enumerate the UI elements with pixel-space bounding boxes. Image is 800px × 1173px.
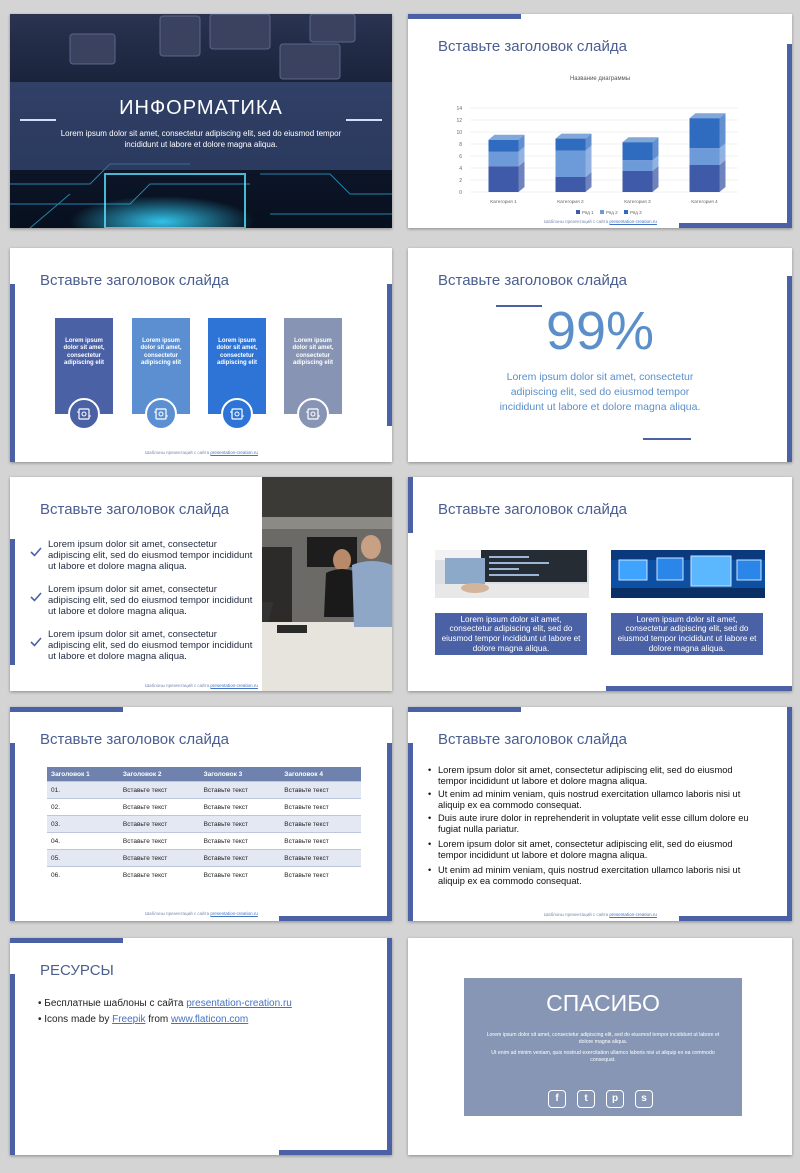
chip-icon bbox=[68, 398, 100, 430]
y-tick-label: 8 bbox=[459, 142, 462, 148]
thanks-box bbox=[464, 978, 742, 1116]
table-cell: Вставьте текст bbox=[200, 867, 281, 884]
table-row bbox=[47, 782, 361, 799]
office-people-photo bbox=[262, 477, 392, 691]
slide-footer: Шаблоны презентаций с сайта presentation-creation.ru bbox=[145, 683, 258, 688]
table-cell: Вставьте текст bbox=[119, 782, 200, 799]
thanks-title: СПАСИБО bbox=[546, 990, 660, 1016]
table-cell: Вставьте текст bbox=[280, 833, 361, 850]
slide-footer: Шаблоны презентаций с сайта presentation-creation.ru bbox=[544, 912, 657, 917]
bullet-item bbox=[428, 813, 760, 834]
table-cell: Вставьте текст bbox=[280, 782, 361, 799]
accent-bar-left bbox=[10, 539, 15, 665]
slide-title: Вставьте заголовок слайда bbox=[40, 272, 229, 289]
card-text: Lorem ipsum dolor sit amet, consectetur adipiscing elit bbox=[292, 338, 334, 366]
bullet-dot-icon: • bbox=[428, 839, 432, 849]
accent-bar-left bbox=[408, 477, 413, 533]
bar-top bbox=[556, 134, 592, 139]
y-tick-label: 14 bbox=[456, 106, 462, 112]
bullet-dot-icon: • bbox=[428, 865, 432, 875]
table-cell: Вставьте текст bbox=[280, 799, 361, 816]
table-header-row bbox=[47, 767, 361, 782]
table-header-cell: Заголовок 1 bbox=[47, 767, 119, 782]
circuit-board-icon bbox=[145, 398, 177, 430]
bullet-item bbox=[428, 839, 760, 860]
big-percentage: 99% bbox=[545, 301, 655, 361]
table-row bbox=[47, 799, 361, 816]
card-text: Lorem ipsum dolor sit amet, consectetur adipiscing elit bbox=[140, 338, 182, 366]
bullet-text: Lorem ipsum dolor sit amet, consectetur adipiscing elit, sed do eiusmod tempor incididunt ut labore et dolore magna aliqua. bbox=[438, 765, 733, 786]
caption-box-right: Lorem ipsum dolor sit amet, consectetur adipiscing elit, sed do eiusmod tempor incididunt ut labore et dolore magna aliqua. bbox=[611, 613, 763, 655]
presentation-title: ИНФОРМАТИКА bbox=[119, 97, 283, 119]
freepik-link[interactable]: Freepik bbox=[112, 1014, 146, 1025]
thanks-paragraph-2: Ut enim ad minim veniam, quis nostrud exercitation ullamco laboris nisi ut aliquip ex ea commodo consequat. bbox=[491, 1050, 715, 1063]
accent-bar-right bbox=[787, 707, 792, 921]
table-cell: Вставьте текст bbox=[200, 816, 281, 833]
table-cell: Вставьте текст bbox=[119, 850, 200, 867]
slide-title: Вставьте заголовок слайда bbox=[438, 272, 627, 289]
checklist-text: Lorem ipsum dolor sit amet, consectetur adipiscing elit, sed do eiusmod tempor incididunt ut labore et dolore magna aliqua. bbox=[48, 629, 253, 662]
x-tick-label: Категория 3 bbox=[624, 200, 651, 205]
bar-segment bbox=[489, 152, 519, 166]
bullet-text: Ut enim ad minim veniam, quis nostrud exercitation ullamco laboris nisi ut aliquip ex ea commodo consequat. bbox=[438, 865, 741, 886]
accent-bar-top bbox=[408, 14, 521, 19]
accent-bar-left bbox=[10, 743, 15, 921]
accent-bar-bottom bbox=[606, 686, 792, 691]
bullet-item bbox=[428, 765, 760, 786]
bar-segment bbox=[556, 139, 586, 151]
slide-9-resources[interactable] bbox=[10, 938, 392, 1155]
bullet-dot-icon: • bbox=[428, 789, 432, 799]
x-tick-label: Категория 2 bbox=[557, 200, 584, 205]
legend-swatch bbox=[600, 210, 604, 214]
table-cell: 02. bbox=[47, 799, 119, 816]
slide-title: Вставьте заголовок слайда bbox=[438, 501, 627, 518]
accent-bar-bottom bbox=[679, 223, 792, 228]
bar-segment bbox=[690, 165, 720, 192]
accent-bar-bottom bbox=[679, 916, 792, 921]
accent-bar-left bbox=[10, 284, 15, 462]
checkmark-icon bbox=[30, 547, 42, 557]
accent-bar-left bbox=[408, 743, 413, 921]
table-row bbox=[47, 850, 361, 867]
slide-10-thanks[interactable] bbox=[408, 938, 792, 1155]
accent-bar-bottom bbox=[279, 916, 392, 921]
table-cell: 05. bbox=[47, 850, 119, 867]
pinterest-icon[interactable]: p bbox=[606, 1090, 624, 1108]
accent-bar-top bbox=[10, 938, 123, 943]
accent-bar-right bbox=[387, 938, 392, 1155]
table-cell: Вставьте текст bbox=[200, 799, 281, 816]
table-cell: 06. bbox=[47, 867, 119, 884]
globe-hand-icon bbox=[297, 398, 329, 430]
x-tick-label: Категория 1 bbox=[490, 200, 517, 205]
bar-segment bbox=[623, 171, 653, 192]
resource-item-templates: • Бесплатные шаблоны с сайта presentation-creation.ru bbox=[38, 998, 292, 1009]
y-tick-label: 6 bbox=[459, 154, 462, 160]
bullet-text: Lorem ipsum dolor sit amet, consectetur adipiscing elit, sed do eiusmod tempor incididunt ut labore et dolore magna aliqua. bbox=[438, 839, 733, 860]
table-cell: Вставьте текст bbox=[119, 816, 200, 833]
table-row bbox=[47, 833, 361, 850]
monitor-gear-icon bbox=[221, 398, 253, 430]
table-cell: Вставьте текст bbox=[280, 850, 361, 867]
table-cell: Вставьте текст bbox=[200, 782, 281, 799]
accent-bar-right bbox=[387, 284, 392, 426]
bullet-text: Duis aute irure dolor in reprehenderit in voluptate velit esse cillum dolore eu fugiat nulla pariatur. bbox=[438, 813, 749, 834]
table-cell: Вставьте текст bbox=[200, 850, 281, 867]
y-tick-label: 10 bbox=[456, 130, 462, 136]
accent-bar-top bbox=[10, 707, 123, 712]
slide-3-cards[interactable] bbox=[10, 248, 392, 462]
slide-footer: Шаблоны презентаций с сайта presentation-creation.ru bbox=[544, 219, 657, 224]
accent-bar-top bbox=[408, 707, 521, 712]
thanks-paragraph-1: Lorem ipsum dolor sit amet, consectetur adipiscing elit, sed do eiusmod tempor incididunt ut labore et dolore magna aliqua. bbox=[486, 1032, 720, 1045]
checklist-text: Lorem ipsum dolor sit amet, consectetur adipiscing elit, sed do eiusmod tempor incididunt ut labore et dolore magna aliqua. bbox=[48, 539, 253, 572]
bullet-dot-icon: • bbox=[428, 813, 432, 823]
y-tick-label: 12 bbox=[456, 118, 462, 124]
y-tick-label: 2 bbox=[459, 178, 462, 184]
legend-label: Ряд 2 bbox=[606, 210, 618, 215]
slide-7-table[interactable] bbox=[10, 707, 392, 921]
checkmark-icon bbox=[30, 592, 42, 602]
card-text: Lorem ipsum dolor sit amet, consectetur adipiscing elit bbox=[216, 338, 258, 366]
legend-swatch bbox=[624, 210, 628, 214]
legend-swatch bbox=[576, 210, 580, 214]
slide-title: РЕСУРСЫ bbox=[40, 962, 114, 979]
slide-8-bullets[interactable] bbox=[408, 707, 792, 921]
slide-footer: Шаблоны презентаций с сайта presentation-creation.ru bbox=[145, 911, 258, 916]
percentage-description: Lorem ipsum dolor sit amet, consectetur adipiscing elit, sed do eiusmod tempor incididunt ut labore et dolore magna aliqua. bbox=[499, 371, 701, 413]
caption-box-left: Lorem ipsum dolor sit amet, consectetur adipiscing elit, sed do eiusmod tempor incididunt ut labore et dolore magna aliqua. bbox=[435, 613, 587, 655]
bar-segment bbox=[489, 140, 519, 152]
accent-bar-right bbox=[387, 743, 392, 917]
legend-label: Ряд 3 bbox=[630, 210, 642, 215]
presentation-subtitle: Lorem ipsum dolor sit amet, consectetur adipiscing elit, sed do eiusmod tempor incididunt ut labore et dolore magna aliqua. bbox=[60, 129, 342, 149]
bullet-text: Ut enim ad minim veniam, quis nostrud exercitation ullamco laboris nisi ut aliquip ex ea commodo consequat. bbox=[438, 789, 741, 810]
table-header-cell: Заголовок 2 bbox=[119, 767, 200, 782]
bar-top bbox=[623, 137, 659, 142]
twitter-icon[interactable]: t bbox=[577, 1090, 595, 1108]
bar-top bbox=[489, 135, 525, 140]
table-row bbox=[47, 867, 361, 884]
bar-segment bbox=[623, 142, 653, 160]
slide-2-chart[interactable] bbox=[408, 14, 792, 228]
table-cell: 03. bbox=[47, 816, 119, 833]
table-header-cell: Заголовок 3 bbox=[200, 767, 281, 782]
slide-1-title[interactable] bbox=[10, 14, 392, 228]
checklist-text: Lorem ipsum dolor sit amet, consectetur adipiscing elit, sed do eiusmod tempor incididunt ut labore et dolore magna aliqua. bbox=[48, 584, 253, 617]
bar-top bbox=[690, 113, 726, 118]
y-tick-label: 4 bbox=[459, 166, 462, 172]
bar-segment bbox=[690, 148, 720, 165]
bar-segment-side bbox=[720, 113, 726, 148]
table-cell: Вставьте текст bbox=[119, 833, 200, 850]
bar-segment-side bbox=[586, 146, 592, 177]
accent-bar-bottom bbox=[279, 1150, 392, 1155]
chart-title: Название диаграммы bbox=[569, 76, 631, 82]
slide-title: Вставьте заголовок слайда bbox=[438, 38, 627, 55]
flaticon-link[interactable]: www.flaticon.com bbox=[171, 1014, 249, 1025]
slide-title: Вставьте заголовок слайда bbox=[40, 731, 229, 748]
y-tick-label: 0 bbox=[459, 190, 462, 196]
accent-bar-left bbox=[10, 974, 15, 1155]
table-cell: Вставьте текст bbox=[280, 867, 361, 884]
bullet-dot-icon: • bbox=[428, 765, 432, 775]
presentation-creation-link[interactable]: presentation-creation.ru bbox=[186, 998, 292, 1009]
slide-4-number[interactable] bbox=[408, 248, 792, 462]
bullet-item bbox=[428, 789, 760, 810]
slide-title: Вставьте заголовок слайда bbox=[40, 501, 229, 518]
table-cell: Вставьте текст bbox=[119, 867, 200, 884]
bar-segment bbox=[556, 177, 586, 192]
slide-5-checklist[interactable] bbox=[10, 477, 392, 691]
slide-title: Вставьте заголовок слайда bbox=[438, 731, 627, 748]
table-cell: Вставьте текст bbox=[119, 799, 200, 816]
slide-footer: Шаблоны презентаций с сайта presentation-creation.ru bbox=[145, 450, 258, 455]
resource-item-icons: • Icons made by Freepik from www.flaticon.com bbox=[38, 1014, 249, 1025]
table-cell: 01. bbox=[47, 782, 119, 799]
skype-icon[interactable]: s bbox=[635, 1090, 653, 1108]
bar-segment bbox=[556, 151, 586, 177]
bar-segment-side bbox=[720, 160, 726, 192]
card-text: Lorem ipsum dolor sit amet, consectetur adipiscing elit bbox=[63, 338, 105, 366]
table-row bbox=[47, 816, 361, 833]
monitors-photo bbox=[611, 550, 765, 598]
title-band bbox=[10, 82, 392, 170]
bar-segment bbox=[489, 166, 519, 192]
divider-line-bottom bbox=[643, 438, 691, 440]
table-cell: Вставьте текст bbox=[200, 833, 281, 850]
bullet-item bbox=[428, 865, 760, 886]
slide-6-images[interactable] bbox=[408, 477, 792, 691]
bar-segment bbox=[623, 160, 653, 171]
checkmark-icon bbox=[30, 637, 42, 647]
stacked-bar-chart bbox=[408, 92, 792, 222]
bar-segment bbox=[690, 118, 720, 148]
legend-label: Ряд 1 bbox=[582, 210, 594, 215]
table-cell: Вставьте текст bbox=[280, 816, 361, 833]
table-header-cell: Заголовок 4 bbox=[280, 767, 361, 782]
bar-segment-side bbox=[519, 161, 525, 192]
data-table bbox=[47, 767, 361, 883]
table-cell: 04. bbox=[47, 833, 119, 850]
facebook-icon[interactable]: f bbox=[548, 1090, 566, 1108]
laptop-code-photo bbox=[435, 550, 589, 598]
x-tick-label: Категория 4 bbox=[691, 200, 718, 205]
